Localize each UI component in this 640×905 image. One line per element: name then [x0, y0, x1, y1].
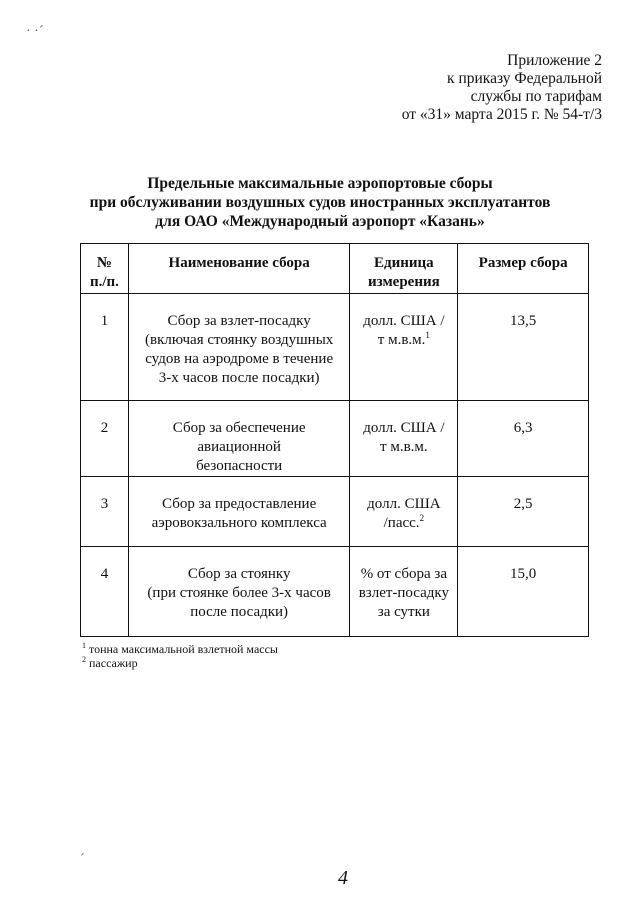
unit-line — [354, 331, 453, 350]
title-line: Предельные максимальные аэропортовые сборы — [147, 175, 493, 192]
fees-table — [80, 243, 589, 637]
fee-name-line: (включая стоянку воздушных — [145, 332, 334, 348]
header-fee-size — [458, 244, 589, 294]
header-text: Размер сбора — [478, 255, 568, 271]
fee-name-line: Сбор за стоянку — [187, 566, 291, 582]
fee-name-line: Сбор за обеспечение авиационной — [172, 420, 306, 455]
table-row — [81, 477, 589, 547]
unit-line: долл. США / — [363, 420, 445, 436]
fee-name — [128, 401, 350, 477]
title-line: для ОАО «Международный аэропорт «Казань» — [155, 213, 485, 230]
row-number: 2 — [81, 401, 129, 477]
table-row — [81, 547, 589, 637]
fee-name-line: судов на аэродроме в течение — [145, 351, 334, 367]
appendix-line: от «31» марта 2015 г. № 54-т/3 — [401, 106, 602, 123]
unit-text: /пасс. — [383, 515, 420, 531]
document-title — [0, 174, 640, 231]
table-row — [81, 294, 589, 401]
unit — [350, 477, 458, 547]
fee-size: 2,5 — [458, 477, 589, 547]
fee-size: 6,3 — [458, 401, 589, 477]
unit-line: т м.в.м. — [380, 439, 428, 455]
row-number: 4 — [81, 547, 129, 637]
appendix-line: к приказу Федеральной — [447, 70, 602, 87]
appendix-header — [402, 52, 602, 124]
footnote-mark: 2 — [82, 655, 86, 664]
fee-name-line: безопасности — [196, 458, 283, 474]
footnote-text: тонна максимальной взлетной массы — [89, 642, 278, 656]
fee-name-line: Сбор за взлет-посадку — [167, 313, 311, 329]
unit — [350, 294, 458, 401]
unit-line — [354, 514, 453, 533]
unit-line: за сутки — [377, 604, 430, 620]
appendix-line: Приложение 2 — [507, 52, 602, 69]
appendix-line: службы по тарифам — [470, 88, 602, 105]
fee-name — [128, 477, 350, 547]
table-row — [81, 401, 589, 477]
scan-mark: ´ — [80, 852, 85, 867]
title-line: при обслуживании воздушных судов иностранных эксплуатантов — [89, 194, 551, 211]
unit-text: т м.в.м. — [377, 332, 426, 348]
header-unit — [350, 244, 458, 294]
footnote — [82, 656, 278, 670]
footnotes — [82, 642, 278, 670]
footnote — [82, 642, 278, 656]
header-text: Единица — [374, 255, 434, 271]
fee-name-line: аэровокзального комплекса — [151, 515, 327, 531]
fee-size: 15,0 — [458, 547, 589, 637]
table-header-row — [81, 244, 589, 294]
fee-name-line: 3-х часов после посадки) — [158, 370, 320, 386]
unit-line: взлет-посадку — [358, 585, 450, 601]
fee-name — [128, 294, 350, 401]
header-text: измерения — [367, 274, 440, 290]
footnote-ref: 1 — [425, 330, 430, 340]
fee-name-line: после посадки) — [190, 604, 289, 620]
fee-name-line: (при стоянке более 3-х часов — [147, 585, 331, 601]
unit-line: долл. США / — [363, 313, 445, 329]
footnote-mark: 1 — [82, 641, 86, 650]
header-fee-name — [128, 244, 350, 294]
fee-name-line: Сбор за предоставление — [162, 496, 317, 512]
scan-mark: · ·´ — [26, 24, 44, 39]
header-text: Наименование сбора — [168, 255, 310, 271]
page-number: 4 — [338, 867, 348, 889]
unit-line: долл. США — [367, 496, 441, 512]
fee-name — [128, 547, 350, 637]
header-text: № — [96, 255, 112, 271]
footnote-ref: 2 — [419, 513, 425, 523]
header-text: п./п. — [89, 274, 119, 290]
row-number: 1 — [81, 294, 129, 401]
unit — [350, 401, 458, 477]
unit-line: % от сбора за — [360, 566, 448, 582]
unit — [350, 547, 458, 637]
header-number — [81, 244, 129, 294]
fee-size: 13,5 — [458, 294, 589, 401]
row-number: 3 — [81, 477, 129, 547]
footnote-text: пассажир — [89, 656, 138, 670]
